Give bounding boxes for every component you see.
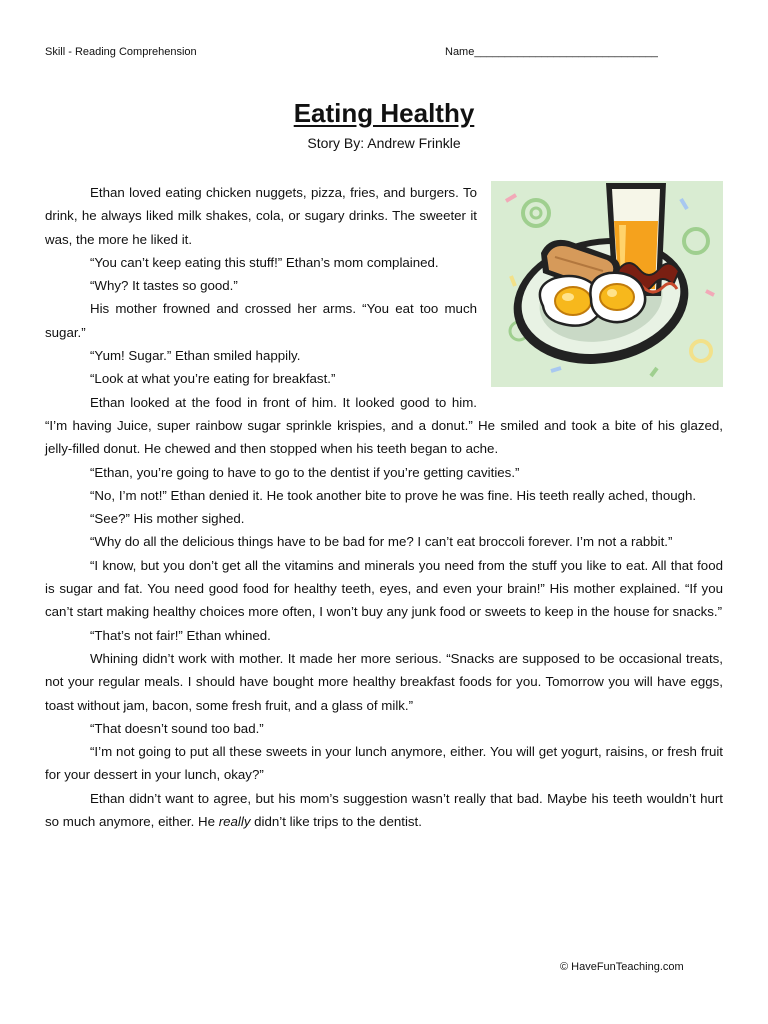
paragraph: “That doesn’t sound too bad.”	[90, 720, 264, 736]
breakfast-illustration	[491, 181, 723, 387]
paragraph: “I’m not going to put all these sweets in your lunch anymore, either. You will get yogurt, raisins, or fresh fruit for your dessert in your lunch, okay?”	[45, 744, 723, 783]
paragraph: “Why do all the delicious things have to be bad for me? I can’t eat broccoli forever. I’m not a rabbit.”	[90, 534, 673, 550]
paragraph: Ethan looked at the food in front of him. It looked good to him. “I’m having Juice, super rainbow sugar sprinkle krispies, and a donut.” He smiled and took a bite of his glazed, jelly-filled donut. He chewed and then stopped when his teeth began to ache.	[45, 394, 723, 457]
paragraph: “I know, but you don’t get all the vitamins and minerals you need from the stuff you like to eat. All that food is sugar and fat. You need good food for healthy teeth, eyes, and even your brain!” His mother explained. “If you can’t start making healthy choices more often, I won’t buy any junk food or sweets to keep in the house for snacks.”	[45, 557, 723, 620]
paragraph: “You can’t keep eating this stuff!” Ethan’s mom complained.	[90, 254, 439, 270]
paragraph: “Why? It tastes so good.”	[90, 278, 238, 294]
paragraph: “That’s not fair!” Ethan whined.	[90, 627, 271, 643]
emphasis-word: really	[218, 814, 251, 830]
copyright-footer: © HaveFunTeaching.com	[560, 961, 684, 973]
paragraph: Ethan loved eating chicken nuggets, pizza, fries, and burgers. To drink, he always liked milk shakes, cola, or sugary drinks. The sweeter it was, the more he liked it.	[45, 185, 477, 247]
paragraph-final	[45, 787, 723, 834]
skill-label: Skill - Reading Comprehension	[45, 46, 197, 58]
paragraph: “No, I’m not!” Ethan denied it. He took another bite to prove he was fine. His teeth really ached, though.	[90, 487, 697, 503]
final-text-start: Ethan didn’t want to agree, but his mom’s suggestion wasn’t really that bad. Maybe his teeth wouldn’t hurt so much anymore, either. He	[45, 790, 723, 830]
name-field-line: Name______________________________	[445, 46, 658, 58]
story-title: Eating Healthy	[293, 98, 475, 128]
paragraph: His mother frowned and crossed her arms. “You eat too much sugar.”	[45, 301, 477, 340]
paragraph: “See?” His mother sighed.	[90, 511, 245, 527]
paragraph: Whining didn’t work with mother. It made her more serious. “Snacks are supposed to be occasional treats, not your regular meals. I should have bought more healthy breakfast foods for you. Tomorrow you will have eggs, toast without jam, bacon, some fresh fruit, and a glass of milk.”	[45, 650, 723, 713]
story-byline: Story By: Andrew Frinkle	[307, 135, 461, 151]
paragraph: “Look at what you’re eating for breakfast.”	[90, 371, 336, 387]
paragraph: “Yum! Sugar.” Ethan smiled happily.	[90, 348, 301, 364]
final-text-end: didn’t like trips to the dentist.	[250, 814, 422, 830]
paragraph: “Ethan, you’re going to have to go to the dentist if you’re getting cavities.”	[90, 464, 520, 480]
story-body	[45, 181, 723, 833]
